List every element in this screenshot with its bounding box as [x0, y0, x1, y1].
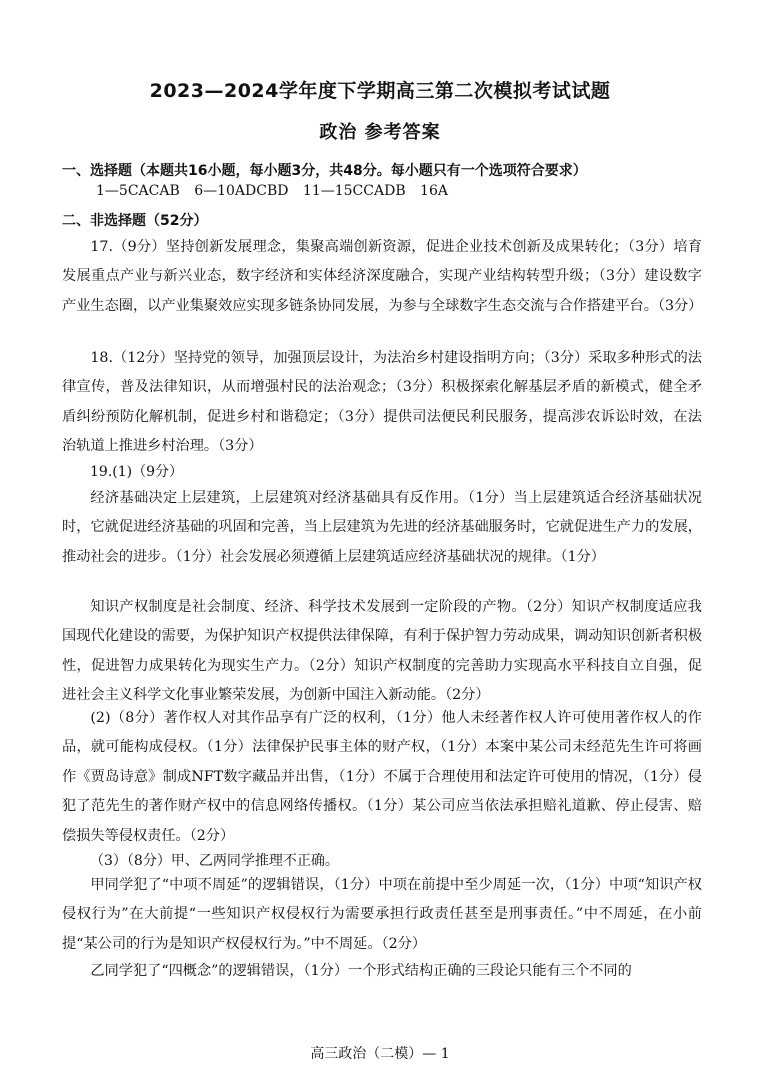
page-subtitle: 政治 参考答案 [319, 122, 441, 143]
question-19-3-label: （3）（8分）甲、乙两同学推理不正确。 [90, 853, 339, 869]
choice-answers: 1—5CACAB 6—10ADCBD 11—15CCADB 16A [96, 183, 448, 199]
section-choice-heading: 一、选择题（本题共16小题，每小题3分，共48分。每小题只有一个选项符合要求） [62, 163, 587, 179]
question-18-answer: 18.（12分）坚持党的领导，加强顶层设计，为法治乡村建设指明方向；（3分）采取多种形式的法律宣传，普及法律知识，从而增强村民的法治观念；（3分）积极探索化解基层矛盾的新模式，健全矛盾纠纷预防化解机制，促进乡村和谐稳定；（3分）提供司法便民利民服务，提高涉农诉讼时效，在法治轨道上推进乡村治理。（3分） [62, 350, 702, 455]
question-19-1-paragraph-1: 经济基础决定上层建筑，上层建筑对经济基础具有反作用。（1分）当上层建筑适合经济基础状况时，它就促进经济基础的巩固和完善，当上层建筑为先进的经济基础服务时，它就促进生产力的发展，推动社会的进步。（1分）社会发展必须遵循上层建筑适应经济基础状况的规律。（1分） [62, 490, 702, 565]
page-footer: 高三政治（二模）— 1 [310, 1046, 450, 1062]
question-19-3-paragraph-2: 乙同学犯了“四概念”的逻辑错误，（1分）一个形式结构正确的三段论只能有三个不同的 [90, 963, 632, 979]
question-19-2-answer: (2)（8分）著作权人对其作品享有广泛的权利，（1分）他人未经著作权人许可使用著作权人的作品，就可能构成侵权。（1分）法律保护民事主体的财产权，（1分）本案中某公司未经范先生许可将画作《贾岛诗意》制成NFT数字藏品并出售，（1分）不属于合理使用和法定许可使用的情况，（1分）侵犯了范先生的著作财产权中的信息网络传播权。（1分）某公司应当依法承担赔礼道歉、停止侵害、赔偿损失等侵权责任。（2分） [62, 710, 702, 844]
page-title: 2023—2024学年度下学期高三第二次模拟考试试题 [149, 80, 611, 102]
question-19-1-paragraph-2: 知识产权制度是社会制度、经济、科学技术发展到一定阶段的产物。（2分）知识产权制度适应我国现代化建设的需要，为保护知识产权提供法律保障，有利于保护智力劳动成果，调动知识创新者积极性，促进智力成果转化为现实生产力。（2分）知识产权制度的完善助力实现高水平科技自立自强，促进社会主义科学文化事业繁荣发展，为创新中国注入新动能。（2分） [62, 599, 702, 704]
question-17-answer: 17.（9分）坚持创新发展理念，集聚高端创新资源，促进企业技术创新及成果转化；（3分）培育发展重点产业与新兴业态，数字经济和实体经济深度融合，实现产业结构转型升级；（3分）建设数字产业生态圈，以产业集聚效应实现多链条协同发展，为参与全球数字生态交流与合作搭建平台。（3分） [62, 239, 703, 314]
question-19-1-label: 19.(1)（9分） [90, 464, 184, 480]
question-19-3-paragraph-1: 甲同学犯了“中项不周延”的逻辑错误，（1分）中项在前提中至少周延一次，（1分）中项“知识产权侵权行为”在大前提“一些知识产权侵权行为需要承担行政责任甚至是刑事责任。”中不周延，在小前提“某公司的行为是知识产权侵权行为。”中不周延。（2分） [62, 877, 702, 952]
section-nonchoice-heading: 二、非选择题（52分） [62, 213, 208, 229]
